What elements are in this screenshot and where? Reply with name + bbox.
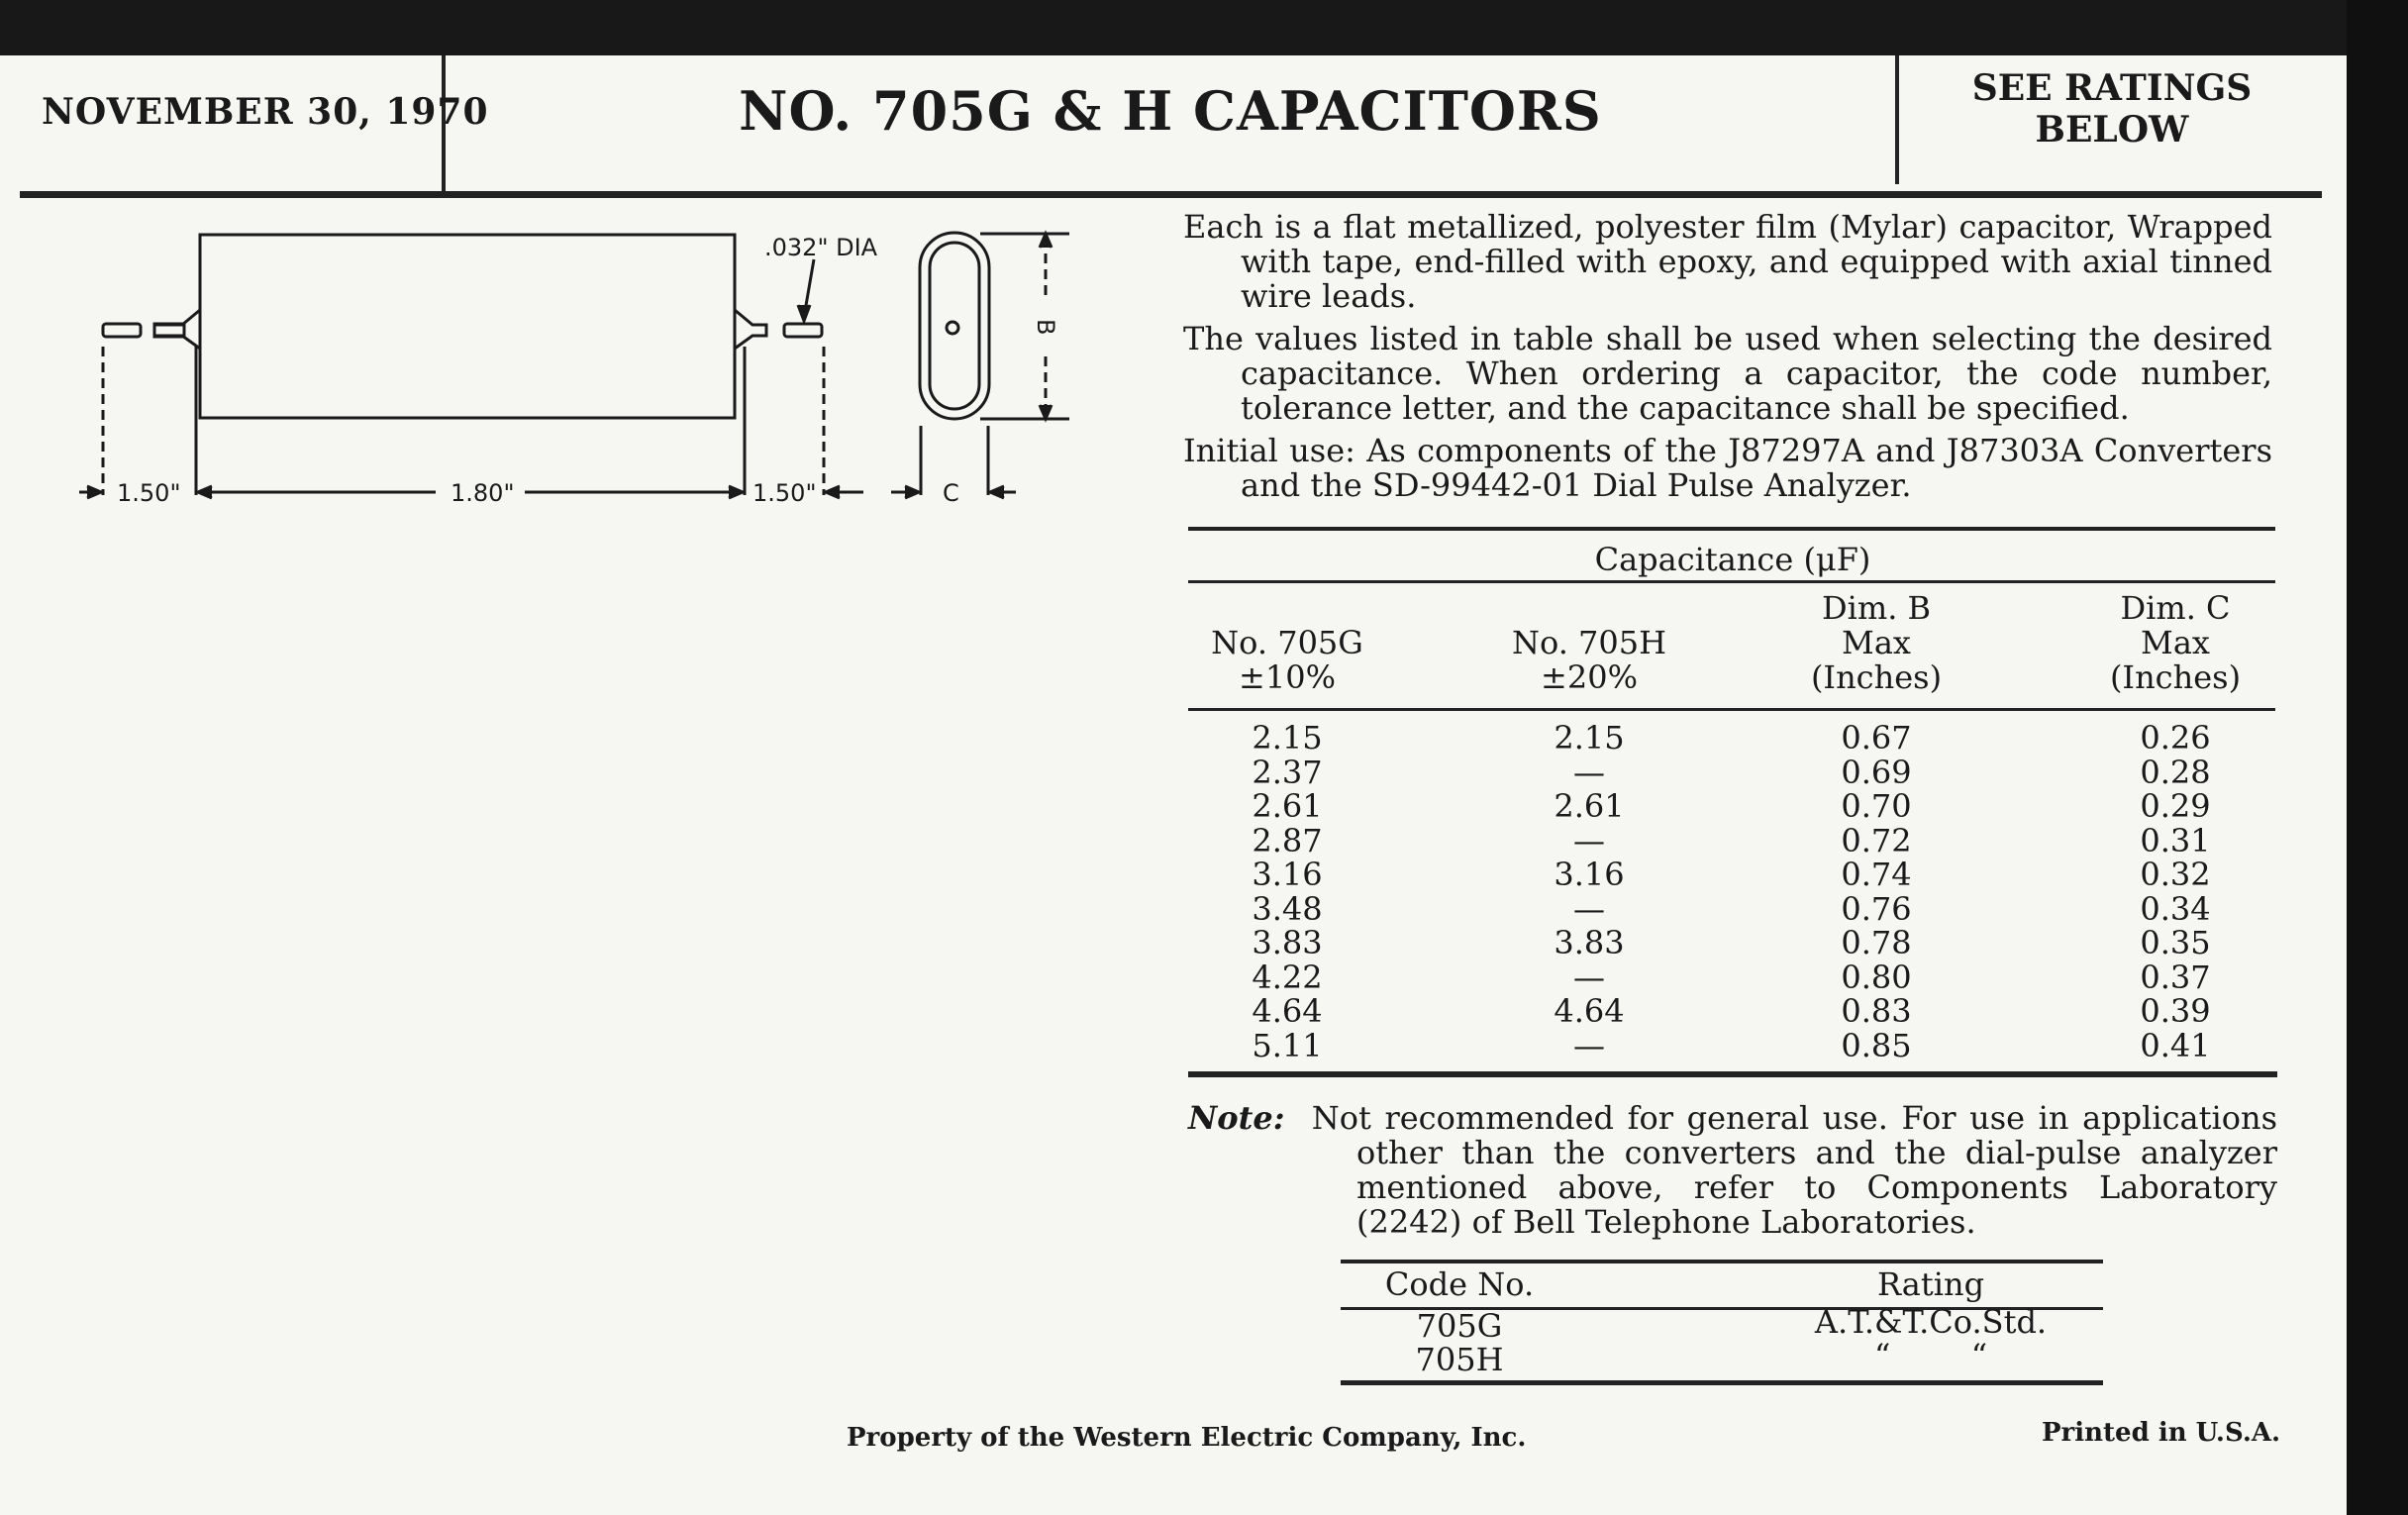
table-cell: — bbox=[1573, 1026, 1605, 1064]
column-705h bbox=[1490, 721, 1688, 1062]
table-cell: 0.72 bbox=[1841, 821, 1912, 859]
table-cell: 0.83 bbox=[1841, 992, 1912, 1030]
table-cell: 2.15 bbox=[1252, 719, 1323, 757]
table-cell: 0.69 bbox=[1841, 753, 1912, 791]
table-cell: — bbox=[1573, 753, 1605, 791]
table-cell: 3.16 bbox=[1554, 856, 1625, 893]
footer-property: Property of the Western Electric Company, Inc. bbox=[847, 1423, 1527, 1453]
table-top-rule bbox=[1188, 527, 2275, 531]
left-lead bbox=[103, 324, 141, 337]
description-paragraph-2: The values listed in table shall be used when selecting the desired capacitance. When ordering a capacitor, the code number, tolerance letter, and the capacitance shall be specified. bbox=[1183, 320, 2272, 427]
table-cell: 0.32 bbox=[2140, 856, 2211, 893]
col-header-705g bbox=[1188, 626, 1386, 695]
table-cell: 2.61 bbox=[1252, 787, 1323, 825]
footer-printed: Printed in U.S.A. bbox=[2042, 1418, 2281, 1448]
col-header-dim-c-max: Max bbox=[2141, 624, 2210, 661]
table-cell: 0.76 bbox=[1841, 889, 1912, 928]
table-cell: 4.64 bbox=[1554, 992, 1625, 1030]
col-header-dim-b-name: Dim. B bbox=[1821, 589, 1932, 627]
table-cell: 0.78 bbox=[1841, 924, 1912, 961]
description bbox=[1183, 210, 2272, 511]
header-rule bbox=[20, 191, 2322, 198]
table-cell: 0.29 bbox=[2140, 787, 2211, 825]
table-cell: 0.41 bbox=[2140, 1026, 2211, 1064]
note-text: Not recommended for general use. For use in applications other than the converters and the dial-pulse analyzer mentioned above, refer to Components Laboratory (2242) of Bell Telephone Laboratories. bbox=[1311, 1099, 2278, 1241]
table-cell: — bbox=[1573, 889, 1605, 928]
note-body bbox=[1188, 1101, 2277, 1240]
table-cell: 0.39 bbox=[2140, 992, 2211, 1030]
note-label: Note: bbox=[1188, 1099, 1285, 1137]
table-cell: 3.83 bbox=[1252, 924, 1323, 961]
col-header-705g-name: No. 705G bbox=[1211, 624, 1363, 661]
right-lead bbox=[784, 324, 822, 337]
code-header: Code No. bbox=[1384, 1265, 1535, 1303]
code-table-top-rule bbox=[1341, 1260, 2103, 1263]
table-bottom-rule bbox=[1188, 1071, 2277, 1077]
body-length: 1.80" bbox=[451, 479, 515, 507]
capacitor-body bbox=[200, 235, 735, 418]
table-cell: 0.35 bbox=[2140, 924, 2211, 961]
table-cell: 2.15 bbox=[1554, 719, 1625, 757]
ratings-note bbox=[1899, 67, 2325, 151]
table-cell: — bbox=[1573, 958, 1605, 996]
header-bottom-rule bbox=[1188, 708, 2275, 711]
table-cell: — bbox=[1573, 821, 1605, 859]
table-cell: 0.67 bbox=[1841, 719, 1912, 757]
col-header-dim-c bbox=[2076, 591, 2274, 695]
table-cell: 0.85 bbox=[1841, 1026, 1912, 1064]
column-dim-b bbox=[1777, 721, 1975, 1062]
table-cell: 0.34 bbox=[2140, 889, 2211, 928]
scan-top-border bbox=[0, 0, 2408, 55]
col-header-705h-tolerance: ±20% bbox=[1541, 658, 1638, 696]
dim-c-label: C bbox=[943, 479, 959, 507]
code-table-bottom-rule bbox=[1341, 1380, 2103, 1385]
dim-b-label: B bbox=[1032, 319, 1059, 336]
ratings-line-2: BELOW bbox=[2035, 109, 2189, 151]
table-cell: 3.83 bbox=[1554, 924, 1625, 961]
left-end-fill bbox=[154, 310, 200, 349]
description-paragraph-3: Initial use: As components of the J87297A and J87303A Converters and the SD-99442-01 Dial Pulse Analyzer. bbox=[1183, 432, 2272, 504]
rating-header: Rating bbox=[1876, 1265, 1985, 1303]
col-header-dim-b-max: Max bbox=[1842, 624, 1911, 661]
table-cell: 5.11 bbox=[1252, 1026, 1323, 1064]
rating-column bbox=[1772, 1305, 2089, 1372]
right-end-fill bbox=[735, 310, 766, 349]
table-cell: 3.16 bbox=[1252, 856, 1323, 893]
code-cell: 705H bbox=[1415, 1341, 1504, 1378]
table-cell: 0.70 bbox=[1841, 787, 1912, 825]
table-cell: 2.87 bbox=[1252, 821, 1323, 859]
table-cell: 2.61 bbox=[1554, 787, 1625, 825]
rating-cell: “ “ bbox=[1873, 1337, 1988, 1374]
ratings-line-1: SEE RATINGS bbox=[1971, 67, 2253, 109]
capacitance-rule bbox=[1188, 580, 2275, 583]
end-view-inner bbox=[930, 243, 979, 409]
code-cell: 705G bbox=[1416, 1307, 1503, 1345]
description-paragraph-1: Each is a flat metallized, polyester film (Mylar) capacitor, Wrapped with tape, end-filled with epoxy, and equipped with axial tinned wire leads. bbox=[1183, 208, 2272, 315]
col-header-dim-c-unit: (Inches) bbox=[2109, 658, 2242, 696]
right-lead-length: 1.50" bbox=[752, 479, 817, 507]
issue-date: NOVEMBER 30, 1970 bbox=[42, 91, 489, 133]
usage-note bbox=[1188, 1101, 2277, 1240]
capacitor-drawing bbox=[0, 198, 1109, 535]
table-cell: 0.74 bbox=[1841, 856, 1912, 893]
table-cell: 2.37 bbox=[1252, 753, 1323, 791]
page-title: NO. 705G & H CAPACITORS bbox=[739, 79, 1602, 143]
column-705g bbox=[1188, 721, 1386, 1062]
col-header-705h-name: No. 705H bbox=[1511, 624, 1667, 661]
col-header-dim-b-unit: (Inches) bbox=[1810, 658, 1943, 696]
rating-cell: A.T.&T.Co.Std. bbox=[1814, 1303, 2048, 1341]
lead-dia-label: .032" DIA bbox=[764, 234, 878, 261]
table-cell: 0.26 bbox=[2140, 719, 2211, 757]
table-cell: 3.48 bbox=[1252, 889, 1323, 928]
col-header-dim-c-name: Dim. C bbox=[2120, 589, 2231, 627]
col-header-705g-tolerance: ±10% bbox=[1239, 658, 1336, 696]
table-cell: 0.80 bbox=[1841, 958, 1912, 996]
table-cell: 4.22 bbox=[1252, 958, 1323, 996]
table-cell: 0.28 bbox=[2140, 753, 2211, 791]
scan-right-border bbox=[2347, 0, 2408, 1515]
column-dim-c bbox=[2076, 721, 2274, 1062]
table-cell: 0.31 bbox=[2140, 821, 2211, 859]
table-cell: 0.37 bbox=[2140, 958, 2211, 996]
code-column bbox=[1341, 1309, 1578, 1376]
col-header-705h bbox=[1490, 626, 1688, 695]
capacitance-header: Capacitance (μF) bbox=[1594, 541, 1871, 578]
left-lead-length: 1.50" bbox=[117, 479, 181, 507]
table-cell: 4.64 bbox=[1252, 992, 1323, 1030]
col-header-dim-b bbox=[1777, 591, 1975, 695]
